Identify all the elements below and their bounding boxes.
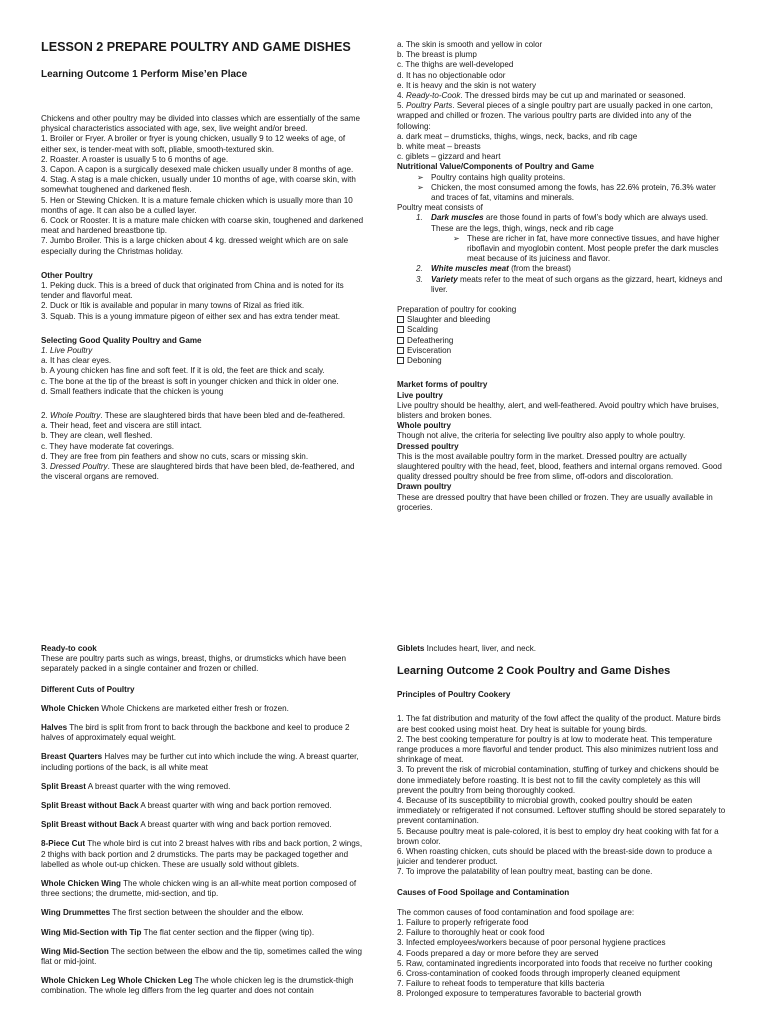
list-item: b. The breast is plump xyxy=(397,50,477,60)
list-item: 5. Hen or Stewing Chicken. It is a mature female chicken which is usually more than 10 months of age. It can also be a culled layer. xyxy=(41,195,353,215)
list-item: 2. White muscles meat (from the breast) xyxy=(416,264,571,274)
list-item: 6. Cross-contamination of cooked foods through improperly cleaned equipment xyxy=(397,969,680,979)
list-item: d. They are free from pin feathers and show no cuts, scars or missing skin. xyxy=(41,451,309,461)
list-item: Deboning xyxy=(397,356,727,366)
checkbox-square-icon xyxy=(397,316,404,323)
list-item: 3. Variety meats refer to the meat of such organs as the gizzard, heart, kidneys and liver. xyxy=(416,274,723,294)
causes-heading: Causes of Food Spoilage and Contamination xyxy=(397,887,570,897)
cut-item: Wing Drummettes The first section between the shoulder and the elbow. xyxy=(41,908,304,918)
list-item: 6. When roasting chicken, cuts should be placed with the breast-side down to produce a juicier and tenderer product. xyxy=(397,847,712,867)
market-form-text: Though not alive, the criteria for selecting live poultry also apply to whole poultry. xyxy=(397,431,686,441)
live-poultry-label: 1. Live Poultry xyxy=(41,346,93,356)
principles-heading: Principles of Poultry Cookery xyxy=(397,690,511,700)
cut-item: Whole Chicken Wing The whole chicken wing is an all-white meat portion composed of three sections; the drumette, mid-section, and tip. xyxy=(41,879,357,899)
column-top-right xyxy=(397,40,727,585)
cut-item: Split Breast without Back A breast quarter with wing and back portion removed. xyxy=(41,801,332,811)
market-form-label: Live poultry xyxy=(397,390,443,400)
list-item: 2. Roaster. A roaster is usually 5 to 6 months of age. xyxy=(41,154,229,164)
cut-item: Halves The bird is split from front to back through the backbone and keel to produce 2 halves of approximately equal weight. xyxy=(41,723,350,743)
market-form-text: These are dressed poultry that have been chilled or frozen. They are usually available in groceries. xyxy=(397,492,713,512)
list-item: 8. Prolonged exposure to temperatures favorable to bacterial growth xyxy=(397,989,642,999)
cut-item: Split Breast A breast quarter with the wing removed. xyxy=(41,781,231,791)
list-item: e. It is heavy and the skin is not watery xyxy=(397,80,537,90)
preparation-heading: Preparation of poultry for cooking xyxy=(397,305,517,315)
list-item: c. giblets – gizzard and heart xyxy=(397,152,501,162)
list-item: 6. Cock or Rooster. It is a mature male chicken with coarse skin, toughened and darkened meat and hardened breastbone tip. xyxy=(41,216,364,236)
list-item: d. It has no objectionable odor xyxy=(397,70,506,80)
list-item: 1. Peking duck. This is a breed of duck that originated from China and is noted for its tender and flavorful meat. xyxy=(41,281,344,301)
intro-paragraph: Chickens and other poultry may be divided into classes which are essentially of the same physical characteristics associated with age, sex, live weight and/or breed. xyxy=(41,114,360,134)
list-item: 3. To prevent the risk of microbial contamination, stuffing of turkey and chickens should be done immediately before roasting. It is best not to fill the cavity completely as this will prevent the poultry from being thoroughly cooked. xyxy=(397,765,719,795)
market-forms-heading: Market forms of poultry xyxy=(397,380,488,390)
list-item: 4. Stag. A stag is a male chicken, usually under 10 months of age, with coarse skin, with somewhat toughened and darkened flesh. xyxy=(41,175,356,195)
list-item: 1. The fat distribution and maturity of the fowl affect the quality of the product. Mature birds are best cooked using moist heat. Dry heat is suitable for young birds. xyxy=(397,714,721,734)
list-item: 5. Because poultry meat is pale-colored, it is best to employ dry heat cooking with fat for a brown color. xyxy=(397,826,719,846)
market-form-text: This is the most available poultry form in the market. Dressed poultry are actually slaughtered poultry with the head, feet, blood, feathers and internal organs removed. Good quality dressed poultry should be free from slime, off-odors and discoloration. xyxy=(397,451,722,482)
cut-item: Breast Quarters Halves may be further cut into which include the wing. A breast quarter, including portions of the back, is all white meat xyxy=(41,752,359,772)
list-item: 2. Duck or Itik is available and popular in many towns of Rizal as fried itik. xyxy=(41,301,305,311)
list-item: 4. Foods prepared a day or more before they are served xyxy=(397,948,599,958)
poultry-classes-list xyxy=(41,134,366,256)
dressed-poultry-paragraph: 3. Dressed Poultry. These are slaughtered birds that have been bled, de-feathered, and the visceral organs are removed. xyxy=(41,462,355,482)
list-item: 1. Failure to properly refrigerate food xyxy=(397,918,529,928)
list-item: c. The thighs are well-developed xyxy=(397,60,514,70)
list-item: d. Small feathers indicate that the chicken is young xyxy=(41,386,224,396)
list-item: Scalding xyxy=(397,325,727,335)
list-item: c. They have moderate fat coverings. xyxy=(41,441,175,451)
list-item: ➢ Chicken, the most consumed among the fowls, has 22.6% protein, 76.3% water and traces of fat, vitamins and minerals. xyxy=(417,182,716,203)
arrow-bullet-icon: ➢ xyxy=(453,233,460,243)
checkbox-square-icon xyxy=(397,326,404,333)
checkbox-square-icon xyxy=(397,347,404,354)
poultry-parts-paragraph: 5. Poultry Parts. Several pieces of a single poultry part are usually packed in one carton, wrapped and chilled or frozen. The various poultry parts are divided into any of the following: xyxy=(397,101,713,131)
learning-outcome-2: Learning Outcome 2 Cook Poultry and Game Dishes xyxy=(397,665,671,678)
list-item: 2. The best cooking temperature for poultry is at low to moderate heat. This temperature range produces a more flavorful and tender product. This also minimizes nutrient loss and shrinkage of meat. xyxy=(397,734,719,765)
arrow-bullet-icon: ➢ xyxy=(417,172,424,182)
checkbox-square-icon xyxy=(397,357,404,364)
list-item: Evisceration xyxy=(397,346,727,356)
market-form-label: Whole poultry xyxy=(397,421,451,431)
list-item: 3. Infected employees/workers because of poor personal hygiene practices xyxy=(397,938,666,948)
whole-poultry-paragraph: 2. Whole Poultry. These are slaughtered birds that have been bled and de-feathered. xyxy=(41,411,346,421)
list-item: a. It has clear eyes. xyxy=(41,356,112,366)
list-item: 3. Squab. This is a young immature pigeon of either sex and has extra tender meat. xyxy=(41,311,341,321)
cut-item: 8-Piece Cut The whole bird is cut into 2 breast halves with ribs and back portion, 2 wings, 2 thighs with back portion and 2 drumsticks. The parts may be packaged together and labelled as whole out-up chicken. These are usually sold without giblets. xyxy=(41,839,363,869)
checkbox-square-icon xyxy=(397,337,404,344)
list-item: 7. Jumbo Broiler. This is a large chicken about 4 kg. dressed weight which are on sale especially during the Christmas holiday. xyxy=(41,236,349,256)
nutritional-heading: Nutritional Value/Components of Poultry and Game xyxy=(397,162,594,172)
list-item: 3. Capon. A capon is a surgically desexed male chicken usually under 8 months of age. xyxy=(41,165,354,175)
list-item: a. The skin is smooth and yellow in color xyxy=(397,40,543,49)
arrow-bullet-icon: ➢ xyxy=(417,182,424,192)
list-item: 5. Raw, contaminated ingredients incorporated into foods that receive no further cooking xyxy=(397,958,713,968)
column-bottom-left xyxy=(41,644,366,1024)
list-item: 7. To improve the palatability of lean poultry meat, basting can be done. xyxy=(397,867,653,877)
cut-item: Whole Chicken Whole Chickens are marketed either fresh or frozen. xyxy=(41,703,289,713)
learning-outcome-1: Learning Outcome 1 Perform Mise’en Place xyxy=(41,69,248,80)
list-item: c. The bone at the tip of the breast is soft in younger chicken and thick in older one. xyxy=(41,376,339,386)
other-poultry-heading: Other Poultry xyxy=(41,270,93,280)
list-item: ➢ Poultry contains high quality proteins. xyxy=(417,172,566,182)
giblets-paragraph: Giblets Includes heart, liver, and neck. xyxy=(397,644,537,653)
list-item: a. dark meat – drumsticks, thighs, wings, neck, backs, and rib cage xyxy=(397,131,638,141)
list-item: ➢ These are richer in fat, have more connective tissues, and have higher riboflavin and myoglobin content. Most people prefer the dark muscles meat because of its juiciness and flavor. xyxy=(453,233,720,264)
cuts-heading: Different Cuts of Poultry xyxy=(41,684,135,694)
list-item: b. They are clean, well fleshed. xyxy=(41,431,153,441)
ready-to-cook-text: These are poultry parts such as wings, breast, thighs, or drumsticks which have been separately packed in a single container and frozen or chilled. xyxy=(41,654,347,674)
ready-to-cook-paragraph: 4. Ready-to-Cook. The dressed birds may be cut up and marinated or seasoned. xyxy=(397,91,686,101)
cut-item: Split Breast without Back A breast quarter with wing and back portion removed. xyxy=(41,820,332,830)
market-form-label: Drawn poultry xyxy=(397,482,452,492)
column-bottom-right xyxy=(397,644,727,1024)
causes-intro: The common causes of food contamination and food spoilage are: xyxy=(397,907,635,917)
ready-to-cook-heading: Ready-to cook xyxy=(41,644,97,653)
selecting-heading: Selecting Good Quality Poultry and Game xyxy=(41,335,202,345)
market-form-label: Dressed poultry xyxy=(397,441,459,451)
cut-item: Whole Chicken Leg Whole Chicken Leg The whole chicken leg is the drumstick-thigh combination. The whole leg differs from the leg quarter and does not contain xyxy=(41,976,354,996)
list-item: b. A young chicken has fine and soft feet. If it is old, the feet are thick and scaly. xyxy=(41,366,325,376)
meat-consists-label: Poultry meat consists of xyxy=(397,203,483,213)
cut-item: Wing Mid-Section The section between the elbow and the tip, sometimes called the wing flat or mid-joint. xyxy=(41,946,362,967)
cut-item: Wing Mid-Section with Tip The flat center section and the flipper (wing tip). xyxy=(41,927,315,937)
list-item: 1. Broiler or Fryer. A broiler or fryer is young chicken, usually 9 to 12 weeks of age, of either sex, is tender-meat with soft, pliable, smooth-textured skin. xyxy=(41,134,346,154)
list-item: 1. Dark muscles are those found in parts of fowl’s body which are always used. These are the legs, thigh, wings, neck and rib cage xyxy=(416,213,709,233)
list-item: a. Their head, feet and viscera are still intact. xyxy=(41,421,202,431)
list-item: Defeathering xyxy=(397,336,727,346)
lesson-title: LESSON 2 PREPARE POULTRY AND GAME DISHES xyxy=(41,40,351,54)
list-item: 7. Failure to reheat foods to temperature that kills bacteria xyxy=(397,979,605,989)
list-item: b. white meat – breasts xyxy=(397,142,481,152)
list-item: Slaughter and bleeding xyxy=(397,315,727,325)
list-item: 4. Because of its susceptibility to microbial growth, cooked poultry should be eaten immediately or refrigerated if not consumed. Leftover stuffing should be stored separately to prevent contamination. xyxy=(397,796,726,826)
column-top-left xyxy=(41,40,366,585)
market-form-text: Live poultry should be healthy, alert, and well-feathered. Avoid poultry which have bruises, blisters and broken bones. xyxy=(397,400,719,420)
list-item: 2. Failure to thoroughly heat or cook food xyxy=(397,928,545,938)
